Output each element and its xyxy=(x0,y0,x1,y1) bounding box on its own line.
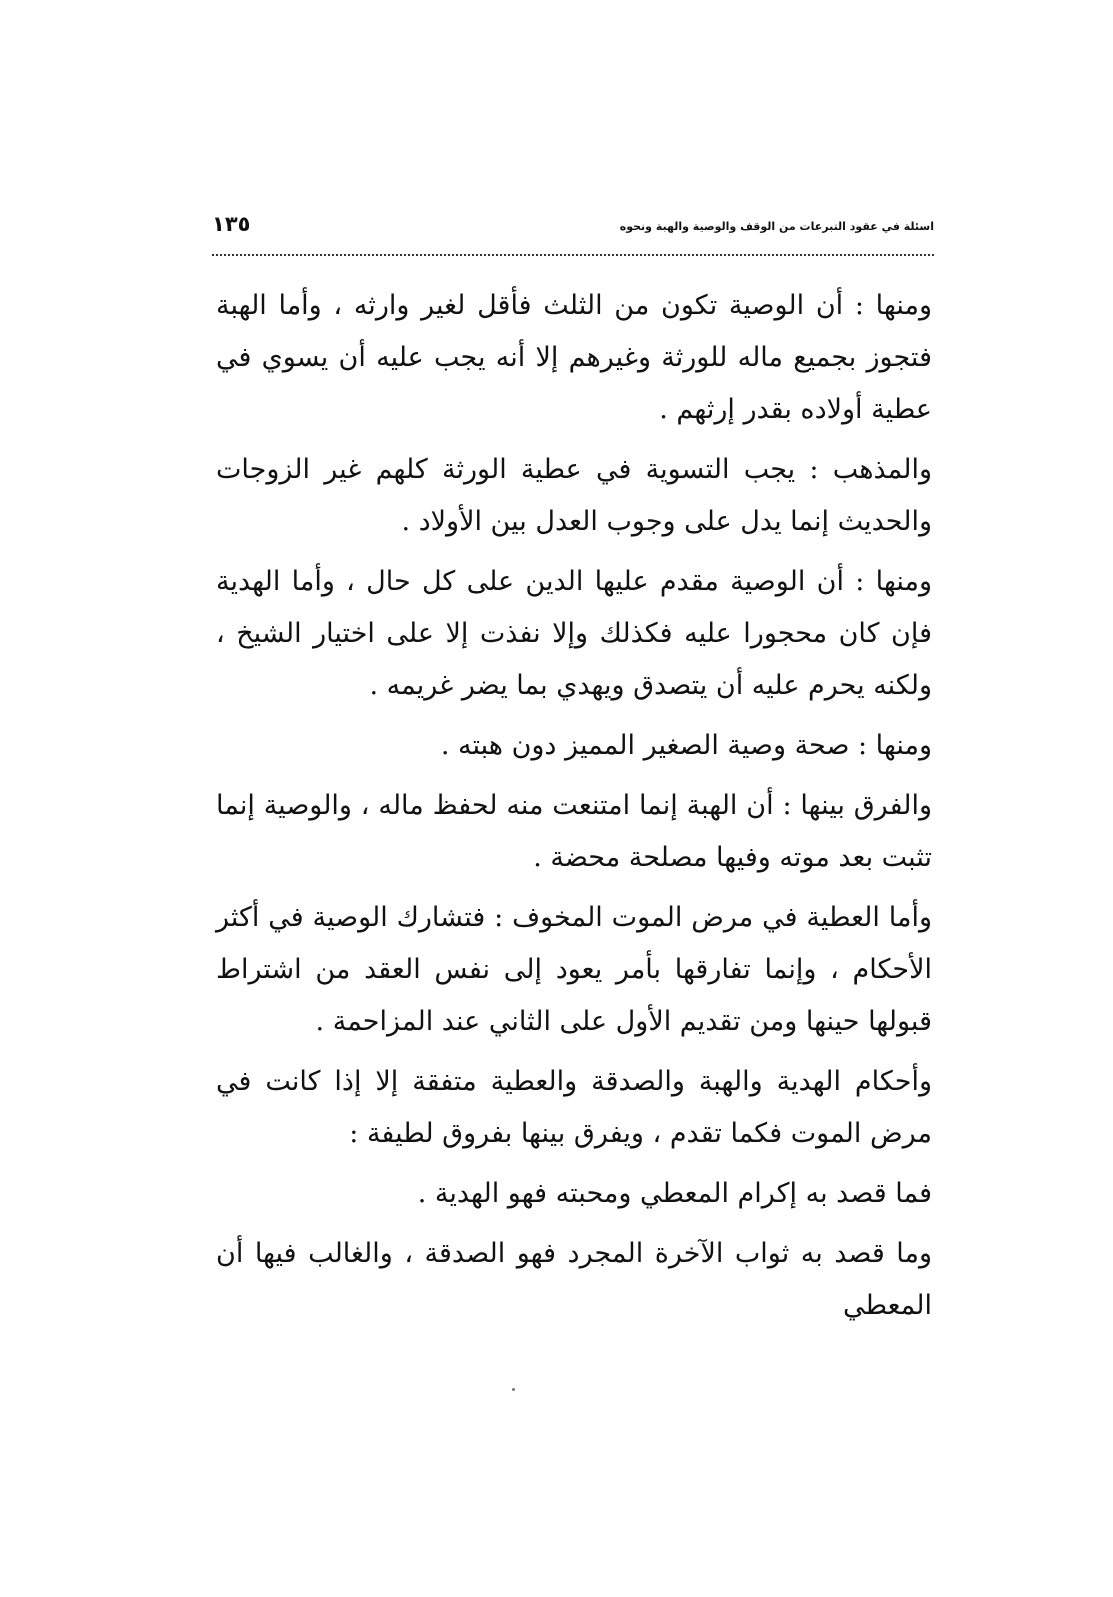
scan-speck xyxy=(512,1388,515,1391)
paragraph-minor-will: ومنها : صحة وصية الصغير المميز دون هبته . xyxy=(440,730,932,761)
paragraph-difference: والفرق بينها : أن الهبة إنما امتنعت منه لحفظ ماله ، والوصية إنما تثبت بعد موته وفيها مصلحة محضة . xyxy=(216,790,932,873)
paragraph-debt-priority: ومنها : أن الوصية مقدم عليها الدين على كل حال ، وأما الهدية فإن كان محجورا عليه فكذلك وإلا نفذت إلا على اختيار الشيخ ، ولكنه يحرم عليه أن يتصدق ويهدي بما يضر غريمه . xyxy=(216,566,932,701)
running-header xyxy=(212,212,934,244)
paragraph-sadaqa-definition: وما قصد به ثواب الآخرة المجرد فهو الصدقة ، والغالب فيها أن المعطي xyxy=(216,1238,932,1321)
header-divider xyxy=(212,254,934,256)
running-header-title: اسئلة في عقود التبرعات من الوقف والوصية والهبة ونحوه xyxy=(619,220,934,233)
paragraph-madhhab-equality: والمذهب : يجب التسوية في عطية الورثة كلهم غير الزوجات والحديث إنما يدل على وجوب العدل بين الأولاد . xyxy=(216,454,932,537)
paragraph-will-third-vs-gift: ومنها : أن الوصية تكون من الثلث فأقل لغير وارثه ، وأما الهبة فتجوز بجميع ماله للورثة وغيرهم إلا أنه يجب عليه أن يسوي في عطية أولاده بقدر إرثهم . xyxy=(216,290,932,425)
paragraph-rulings-agree: وأحكام الهدية والهبة والصدقة والعطية متفقة إلا إذا كانت في مرض الموت فكما تقدم ، ويفرق بينها بفروق لطيفة : xyxy=(216,1066,932,1149)
paragraph-deathbed-gift: وأما العطية في مرض الموت المخوف : فتشارك الوصية في أكثر الأحكام ، وإنما تفارقها بأمر يعود إلى نفس العقد من اشتراط قبولها حينها ومن تقديم الأول على الثاني عند المزاحمة . xyxy=(216,902,932,1037)
body-text xyxy=(216,280,932,1340)
paragraph-hadiyya-definition: فما قصد به إكرام المعطي ومحبته فهو الهدية . xyxy=(417,1178,932,1209)
page-number: ١٣٥ xyxy=(212,212,251,236)
